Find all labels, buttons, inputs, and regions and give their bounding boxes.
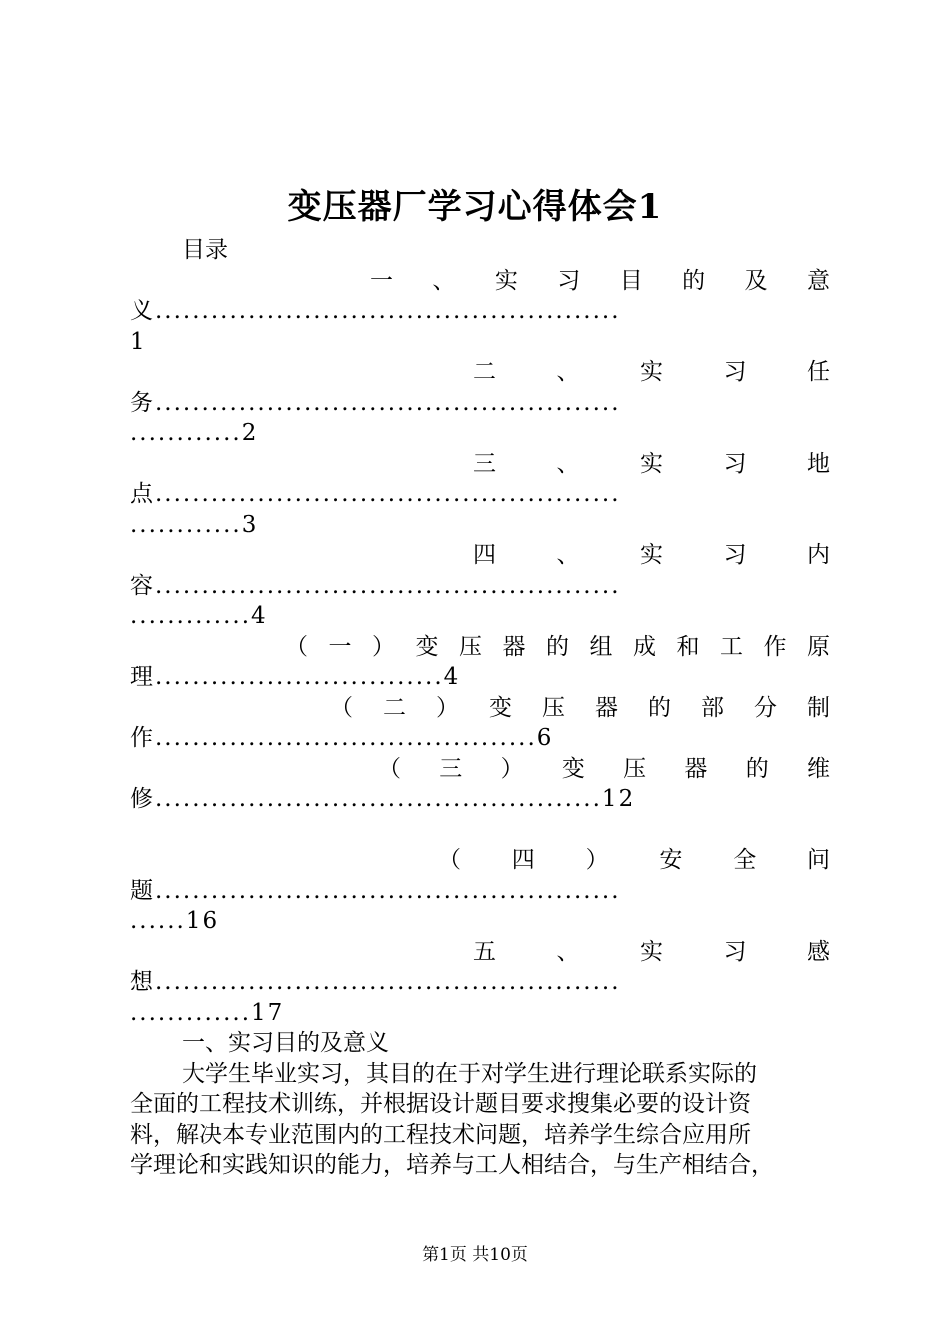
- toc-entry-label: （ 一 ） 变 压 器 的 组 成 和 工 作 原: [285, 633, 830, 660]
- toc-entry-leader: 务..................................................: [130, 389, 621, 416]
- toc-entry-leader: 作.........................................6: [130, 725, 554, 751]
- paragraph-line: 学理论和实践知识的能力，培养与工人相结合，与生产相结合，: [130, 1152, 774, 1178]
- toc-entry-label: 一 、 实 习 目 的 及 意: [370, 267, 830, 294]
- toc-entry-leader: 义..................................................: [130, 298, 621, 324]
- toc-entry-label: 四 、 实 习 内: [473, 542, 830, 568]
- toc-entry-page: .............4: [130, 603, 268, 629]
- blank-line: [130, 815, 830, 846]
- toc-entry-page: .............17: [130, 999, 285, 1026]
- paragraph-line: 全面的工程技术训练，并根据设计题目要求搜集必要的设计资: [130, 1091, 751, 1117]
- toc-entry-page: ......16: [130, 908, 220, 934]
- page-footer: 第1页 共10页: [422, 1245, 528, 1265]
- toc-entry-leader: 点..................................................: [130, 481, 621, 507]
- toc-entry-label: 二 、 实 习 任: [473, 359, 830, 385]
- toc-entry-leader: 修................................................12: [130, 786, 636, 812]
- toc-entry-label: 三 、 实 习 地: [473, 450, 830, 477]
- toc-entry-page: ............2: [130, 420, 259, 446]
- toc-entry-page: ............3: [130, 511, 259, 538]
- toc-entry-page: 1: [130, 328, 145, 355]
- page-title: 变压器厂学习心得体会1: [287, 187, 663, 227]
- toc-entry-leader: 题..................................................: [130, 877, 621, 904]
- section-heading: 一、实习目的及意义: [182, 1030, 389, 1056]
- toc-entry-label: （ 三 ） 变 压 器 的 维: [378, 755, 830, 782]
- paragraph-line: 大学生毕业实习，其目的在于对学生进行理论联系实际的: [182, 1060, 757, 1087]
- toc-entry-label: 五 、 实 习 感: [473, 938, 830, 965]
- toc-entry-label: （ 二 ） 变 压 器 的 部 分 制: [330, 694, 830, 721]
- toc-entry-leader: 理...............................4: [130, 664, 461, 690]
- paragraph-line: 料，解决本专业范围内的工程技术问题，培养学生综合应用所: [130, 1121, 751, 1148]
- toc-heading: 目录: [182, 237, 228, 263]
- toc-entry-leader: 容..................................................: [130, 572, 621, 599]
- toc-entry-label: （ 四 ） 安 全 问: [438, 847, 830, 873]
- document-body: [130, 235, 830, 1181]
- toc-entry-leader: 想..................................................: [130, 969, 621, 995]
